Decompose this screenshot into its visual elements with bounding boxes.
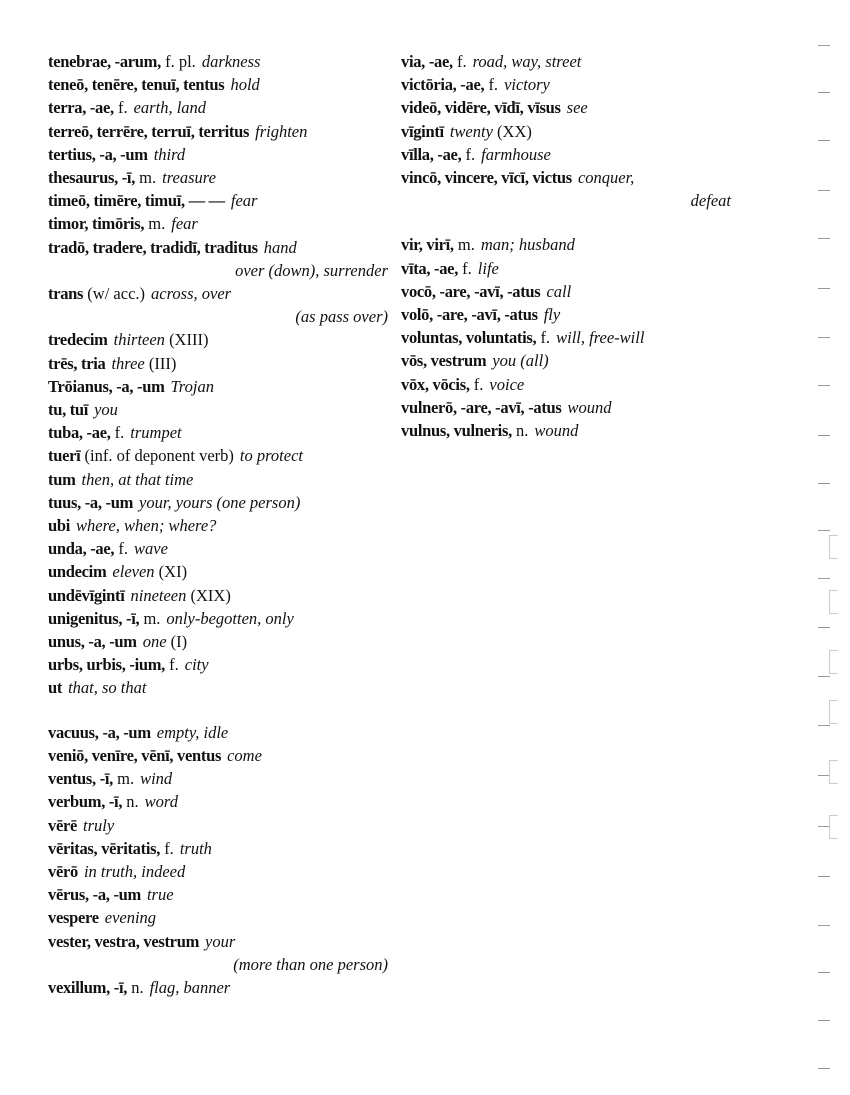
definition: life	[477, 258, 499, 278]
grammar-note: f.	[488, 75, 499, 95]
definition: nineteen	[130, 585, 187, 605]
grammar-note: f.	[456, 52, 467, 71]
roman-numeral: (XI)	[158, 562, 188, 582]
headword: vir, virī,	[401, 235, 454, 255]
dictionary-entry	[48, 375, 388, 398]
headword: unda, -ae,	[48, 539, 115, 559]
dictionary-entry	[48, 166, 388, 189]
headword: ubi	[48, 516, 71, 536]
dictionary-entry	[48, 491, 388, 514]
dictionary-entry	[401, 96, 731, 119]
headword: vincō, vincere, vīcī, victus	[401, 168, 572, 188]
edge-tick	[818, 676, 830, 677]
headword: unigenitus, -ī,	[48, 608, 140, 628]
headword: vulnerō, -are, -avī, -atus	[401, 397, 562, 417]
grammar-note: f.	[117, 98, 128, 118]
grammar-note: f.	[114, 423, 125, 443]
definition-continued: over (down), surrender	[235, 260, 388, 280]
definition: across, over	[151, 284, 232, 304]
headword: videō, vidēre, vīdī, vīsus	[401, 98, 561, 118]
dictionary-entry	[401, 349, 731, 372]
edge-tick	[818, 530, 830, 531]
definition: evening	[104, 908, 157, 928]
definition: where, when; where?	[76, 516, 217, 536]
edge-tick	[818, 190, 830, 191]
dictionary-entry	[48, 906, 388, 929]
entry-continuation	[48, 259, 388, 282]
headword: vexillum, -ī,	[48, 977, 128, 997]
dictionary-entry	[48, 607, 388, 630]
grammar-note: n.	[516, 421, 529, 441]
definition-continued: (more than one person)	[233, 954, 388, 974]
dictionary-entry	[401, 373, 731, 396]
headword: tredecim	[48, 330, 108, 350]
headword: voluntas, voluntatis,	[401, 328, 537, 348]
grammar-note: f.	[462, 258, 472, 278]
headword: vēritas, vēritatis,	[48, 838, 161, 858]
edge-tick	[818, 238, 830, 239]
grammar-note: f.	[164, 838, 174, 858]
definition: wind	[140, 769, 173, 789]
dictionary-entry	[48, 50, 388, 73]
dictionary-entry	[48, 468, 388, 491]
definition: earth, land	[133, 98, 207, 118]
roman-numeral: (III)	[148, 353, 177, 373]
roman-numeral: (XIX)	[190, 585, 231, 605]
headword: Trōianus, -a, -um	[48, 376, 165, 396]
dictionary-entry	[48, 860, 388, 883]
definition: wound	[567, 397, 612, 417]
definition: word	[144, 792, 178, 812]
headword: vulnus, vulneris,	[401, 421, 512, 441]
headword: ventus, -ī,	[48, 769, 113, 789]
headword: thesaurus, -ī,	[48, 168, 136, 188]
headword: tuus, -a, -um	[48, 492, 134, 512]
dictionary-entry	[401, 233, 731, 256]
grammar-note: m.	[143, 608, 161, 628]
definition: Trojan	[170, 376, 214, 396]
definition: frighten	[255, 121, 308, 141]
dictionary-entry	[48, 744, 388, 767]
definition: come	[227, 745, 262, 765]
grammar-note: m.	[148, 214, 166, 234]
definition: your, yours (one person)	[139, 492, 301, 512]
definition: city	[184, 655, 209, 675]
definition: that, so that	[68, 678, 147, 698]
headword: via, -ae,	[401, 52, 453, 71]
headword: vīgintī	[401, 121, 444, 141]
edge-tick	[818, 288, 830, 289]
edge-tick	[818, 92, 830, 93]
definition: third	[153, 144, 186, 164]
headword: vīta, -ae,	[401, 258, 459, 278]
edge-tick	[818, 1020, 830, 1021]
dictionary-entry	[48, 282, 388, 305]
dictionary-entry	[48, 352, 388, 375]
definition: see	[566, 98, 588, 118]
edge-tab	[829, 760, 838, 784]
definition: trumpet	[130, 423, 182, 443]
headword: vōs, vestrum	[401, 351, 487, 371]
roman-numeral: (I)	[170, 632, 188, 652]
headword: veniō, venīre, vēnī, ventus	[48, 745, 222, 765]
grammar-note: f.	[169, 655, 179, 675]
definition: farmhouse	[481, 144, 551, 164]
edge-tab	[829, 700, 838, 724]
edge-tick	[818, 972, 830, 973]
definition: eleven	[112, 562, 155, 582]
definition: road, way, street	[472, 52, 582, 71]
roman-numeral: (XX)	[497, 121, 532, 141]
dictionary-entry	[401, 326, 731, 349]
entry-continuation	[401, 189, 731, 212]
definition: hold	[230, 75, 260, 95]
definition: wave	[133, 539, 168, 559]
dictionary-entry	[401, 419, 731, 442]
dictionary-entry	[48, 976, 388, 999]
definition: your	[205, 931, 236, 951]
dictionary-entry	[48, 143, 388, 166]
definition: call	[546, 281, 572, 301]
headword: terreō, terrēre, terruī, territus	[48, 121, 250, 141]
edge-tick	[818, 45, 830, 46]
dictionary-entry	[48, 560, 388, 583]
edge-tick	[818, 876, 830, 877]
definition-continued: defeat	[690, 191, 731, 211]
headword: ut	[48, 678, 63, 698]
dictionary-entry	[48, 120, 388, 143]
dictionary-entry	[48, 676, 388, 699]
headword: urbs, urbis, -ium,	[48, 655, 166, 675]
headword: tuba, -ae,	[48, 423, 111, 443]
definition: three	[111, 353, 145, 373]
dictionary-entry	[48, 236, 388, 259]
edge-tick	[818, 385, 830, 386]
definition-continued: (as pass over)	[295, 307, 388, 327]
dictionary-entry	[401, 50, 731, 73]
dictionary-entry	[401, 303, 731, 326]
headword: vocō, -are, -avī, -atus	[401, 281, 541, 301]
grammar-note: n.	[131, 977, 144, 997]
definition: fear	[230, 191, 258, 211]
definition: fly	[543, 305, 561, 325]
edge-tick	[818, 925, 830, 926]
headword: undēvīgintī	[48, 585, 125, 605]
dictionary-entry	[48, 328, 388, 351]
edge-tick	[818, 140, 830, 141]
dictionary-entry	[401, 120, 731, 143]
definition: conquer,	[577, 168, 635, 188]
left-column	[48, 50, 388, 999]
headword: vespere	[48, 908, 99, 928]
headword: tu, tuī	[48, 400, 89, 420]
definition: twenty	[449, 121, 493, 141]
definition: darkness	[201, 52, 261, 71]
grammar-note: m.	[139, 168, 157, 188]
dictionary-entry	[48, 584, 388, 607]
headword: terra, -ae,	[48, 98, 114, 118]
definition: in truth, indeed	[83, 861, 186, 881]
headword: tradō, tradere, tradidī, traditus	[48, 237, 258, 257]
definition: flag, banner	[149, 977, 231, 997]
definition: wound	[534, 421, 579, 441]
definition: true	[146, 885, 174, 905]
definition: truth	[179, 838, 212, 858]
headword: tum	[48, 469, 76, 489]
entry-continuation	[48, 305, 388, 328]
dictionary-entry	[48, 814, 388, 837]
headword: timeō, timēre, timuī, — —	[48, 191, 225, 211]
grammar-note: f.	[465, 144, 476, 164]
definition: then, at that time	[81, 469, 194, 489]
definition: man; husband	[480, 235, 575, 255]
dictionary-entry	[48, 398, 388, 421]
dictionary-entry	[48, 630, 388, 653]
dictionary-entry	[48, 73, 388, 96]
dictionary-entry	[401, 280, 731, 303]
edge-tick	[818, 435, 830, 436]
dictionary-entry	[401, 396, 731, 419]
page-edge-marks	[810, 0, 850, 1095]
dictionary-entry	[48, 96, 388, 119]
grammar-note: m.	[117, 769, 135, 789]
dictionary-entry	[48, 930, 388, 953]
edge-tab	[829, 535, 838, 559]
grammar-note: f.	[118, 539, 128, 559]
headword: vērē	[48, 815, 78, 835]
headword: victōria, -ae,	[401, 75, 485, 95]
headword: vōx, vōcis,	[401, 374, 470, 394]
headword: tenebrae, -arum,	[48, 52, 161, 71]
dictionary-entry	[401, 166, 731, 189]
edge-tick	[818, 337, 830, 338]
dictionary-entry	[48, 212, 388, 235]
dictionary-entry	[48, 767, 388, 790]
dictionary-entry	[401, 73, 731, 96]
dictionary-entry	[48, 514, 388, 537]
headword: tuerī	[48, 446, 81, 466]
edge-tick	[818, 725, 830, 726]
headword: verbum, -ī,	[48, 792, 123, 812]
definition: truly	[83, 815, 115, 835]
grammar-note: f.	[540, 328, 551, 348]
definition: you	[94, 400, 118, 420]
definition: you (all)	[492, 351, 549, 371]
dictionary-entry	[48, 537, 388, 560]
headword: tertius, -a, -um	[48, 144, 148, 164]
headword: vērō	[48, 861, 78, 881]
headword: teneō, tenēre, tenuī, tentus	[48, 75, 225, 95]
headword: vērus, -a, -um	[48, 885, 141, 905]
grammar-note: m.	[457, 235, 475, 255]
dictionary-entry	[48, 444, 388, 467]
headword: timor, timōris,	[48, 214, 145, 234]
dictionary-entry	[48, 721, 388, 744]
headword: volō, -are, -avī, -atus	[401, 305, 538, 325]
grammar-note: n.	[126, 792, 139, 812]
grammar-note: (w/ acc.)	[87, 284, 146, 304]
headword: vīlla, -ae,	[401, 144, 462, 164]
definition: thirteen	[113, 330, 165, 350]
definition: hand	[263, 237, 297, 257]
headword: vester, vestra, vestrum	[48, 931, 200, 951]
definition: one	[142, 632, 167, 652]
dictionary-entry	[48, 421, 388, 444]
edge-tab	[829, 815, 838, 839]
edge-tab	[829, 650, 838, 674]
headword: unus, -a, -um	[48, 632, 137, 652]
definition: will, free-will	[556, 328, 645, 348]
right-column	[401, 50, 731, 442]
dictionary-entry	[48, 653, 388, 676]
edge-tab	[829, 590, 838, 614]
headword: vacuus, -a, -um	[48, 722, 151, 742]
dictionary-entry	[48, 883, 388, 906]
roman-numeral: (XIII)	[169, 330, 209, 350]
definition: only-begotten, only	[166, 608, 294, 628]
headword: trēs, tria	[48, 353, 106, 373]
grammar-note: (inf. of deponent verb)	[84, 446, 234, 466]
definition: voice	[489, 374, 525, 394]
edge-tick	[818, 627, 830, 628]
grammar-note: f.	[473, 374, 484, 394]
edge-tick	[818, 483, 830, 484]
definition: treasure	[162, 168, 216, 188]
dictionary-entry	[48, 837, 388, 860]
dictionary-entry	[401, 257, 731, 280]
grammar-note: f. pl.	[165, 52, 196, 71]
definition: victory	[504, 75, 550, 95]
definition: to protect	[239, 446, 303, 466]
dictionary-entry	[401, 143, 731, 166]
edge-tick	[818, 578, 830, 579]
definition: empty, idle	[156, 722, 229, 742]
dictionary-entry	[48, 189, 388, 212]
edge-tick	[818, 1068, 830, 1069]
headword: undecim	[48, 562, 107, 582]
definition: fear	[171, 214, 198, 234]
headword: trans	[48, 284, 84, 304]
dictionary-entry	[48, 790, 388, 813]
entry-continuation	[48, 953, 388, 976]
